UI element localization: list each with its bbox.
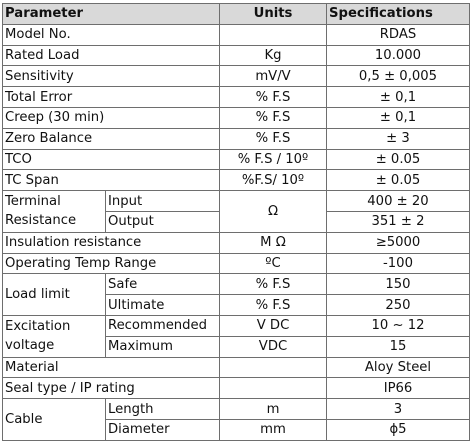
header-units: Units bbox=[220, 4, 327, 25]
rated-load-value: 10.000 bbox=[327, 45, 470, 66]
cable-length-label: Length bbox=[106, 399, 220, 420]
excitation-maximum-label: Maximum bbox=[106, 336, 220, 357]
table-row bbox=[3, 66, 470, 87]
cable-diameter-value: ϕ5 bbox=[327, 419, 470, 440]
rated-load-label: Rated Load bbox=[3, 45, 220, 66]
zero-balance-unit: % F.S bbox=[220, 128, 327, 149]
excitation-voltage-label bbox=[3, 315, 106, 357]
insulation-resistance-unit: M Ω bbox=[220, 232, 327, 253]
load-limit-ultimate-unit: % F.S bbox=[220, 295, 327, 316]
terminal-resistance-label-line1: Terminal bbox=[5, 194, 61, 210]
table-row bbox=[3, 357, 470, 378]
cable-diameter-unit: mm bbox=[220, 419, 327, 440]
terminal-resistance-label-line2: Resistance bbox=[5, 213, 77, 229]
terminal-resistance-label bbox=[3, 191, 106, 233]
zero-balance-label: Zero Balance bbox=[3, 128, 220, 149]
terminal-input-label: Input bbox=[106, 191, 220, 212]
table-row bbox=[3, 399, 470, 420]
sensitivity-unit: mV/V bbox=[220, 66, 327, 87]
excitation-voltage-label-line1: Excitation bbox=[5, 319, 71, 335]
insulation-resistance-label: Insulation resistance bbox=[3, 232, 220, 253]
cable-length-unit: m bbox=[220, 399, 327, 420]
excitation-maximum-unit: VDC bbox=[220, 336, 327, 357]
zero-balance-value: ± 3 bbox=[327, 128, 470, 149]
model-no-unit bbox=[220, 24, 327, 45]
header-parameter: Parameter bbox=[3, 4, 220, 25]
excitation-recommended-unit: V DC bbox=[220, 315, 327, 336]
load-limit-safe-value: 150 bbox=[327, 274, 470, 295]
total-error-value: ± 0,1 bbox=[327, 87, 470, 108]
load-limit-ultimate-value: 250 bbox=[327, 295, 470, 316]
creep-label: Creep (30 min) bbox=[3, 107, 220, 128]
seal-type-value: IP66 bbox=[327, 378, 470, 399]
tco-value: ± 0.05 bbox=[327, 149, 470, 170]
rated-load-unit: Kg bbox=[220, 45, 327, 66]
seal-type-unit bbox=[220, 378, 327, 399]
terminal-output-value: 351 ± 2 bbox=[327, 211, 470, 232]
material-value: Aloy Steel bbox=[327, 357, 470, 378]
operating-temp-label: Operating Temp Range bbox=[3, 253, 220, 274]
excitation-recommended-value: 10 ~ 12 bbox=[327, 315, 470, 336]
table-row bbox=[3, 128, 470, 149]
terminal-output-label: Output bbox=[106, 211, 220, 232]
material-unit bbox=[220, 357, 327, 378]
header-row bbox=[3, 4, 470, 25]
load-limit-safe-unit: % F.S bbox=[220, 274, 327, 295]
table-row bbox=[3, 24, 470, 45]
material-label: Material bbox=[3, 357, 220, 378]
seal-type-label: Seal type / IP rating bbox=[3, 378, 220, 399]
tc-span-label: TC Span bbox=[3, 170, 220, 191]
load-limit-ultimate-label: Ultimate bbox=[106, 295, 220, 316]
cable-length-value: 3 bbox=[327, 399, 470, 420]
excitation-maximum-value: 15 bbox=[327, 336, 470, 357]
total-error-label: Total Error bbox=[3, 87, 220, 108]
tco-unit: % F.S / 10º bbox=[220, 149, 327, 170]
model-no-value: RDAS bbox=[327, 24, 470, 45]
operating-temp-value: -100 bbox=[327, 253, 470, 274]
cable-diameter-label: Diameter bbox=[106, 419, 220, 440]
tc-span-value: ± 0.05 bbox=[327, 170, 470, 191]
excitation-recommended-label: Recommended bbox=[106, 315, 220, 336]
sensitivity-label: Sensitivity bbox=[3, 66, 220, 87]
tc-span-unit: %F.S/ 10º bbox=[220, 170, 327, 191]
model-no-label: Model No. bbox=[3, 24, 220, 45]
sensitivity-value: 0,5 ± 0,005 bbox=[327, 66, 470, 87]
terminal-resistance-unit: Ω bbox=[220, 191, 327, 233]
table-row bbox=[3, 87, 470, 108]
table-row bbox=[3, 253, 470, 274]
table-row bbox=[3, 45, 470, 66]
table-row bbox=[3, 274, 470, 295]
total-error-unit: % F.S bbox=[220, 87, 327, 108]
insulation-resistance-value: ≥5000 bbox=[327, 232, 470, 253]
terminal-input-value: 400 ± 20 bbox=[327, 191, 470, 212]
excitation-voltage-label-line2: voltage bbox=[5, 338, 55, 354]
load-limit-label: Load limit bbox=[3, 274, 106, 316]
load-limit-safe-label: Safe bbox=[106, 274, 220, 295]
creep-value: ± 0,1 bbox=[327, 107, 470, 128]
table-row bbox=[3, 107, 470, 128]
creep-unit: % F.S bbox=[220, 107, 327, 128]
header-specifications: Specifications bbox=[327, 4, 470, 25]
table-row bbox=[3, 315, 470, 336]
specifications-table bbox=[2, 3, 470, 441]
cable-label: Cable bbox=[3, 399, 106, 441]
table-row bbox=[3, 170, 470, 191]
table-row bbox=[3, 378, 470, 399]
operating-temp-unit: ºC bbox=[220, 253, 327, 274]
table-row bbox=[3, 149, 470, 170]
table-row bbox=[3, 191, 470, 212]
tco-label: TCO bbox=[3, 149, 220, 170]
table-row bbox=[3, 232, 470, 253]
